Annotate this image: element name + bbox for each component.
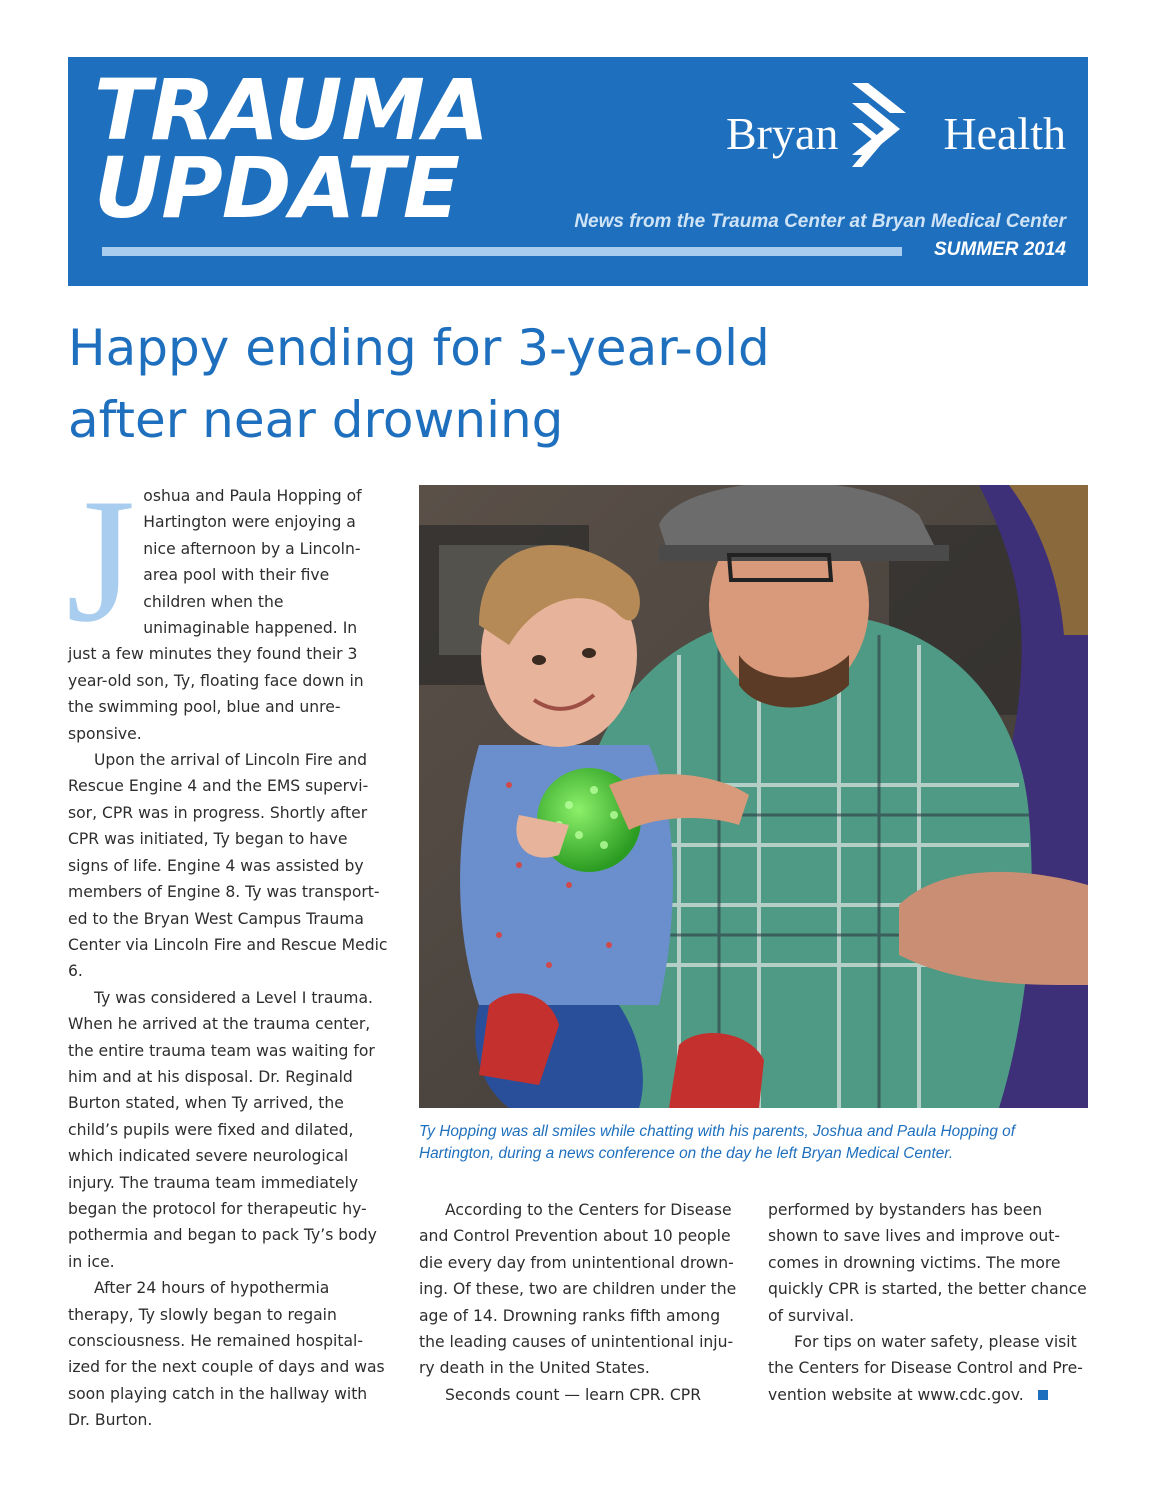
logo-word-bryan: Bryan [726,108,839,159]
article-headline [68,312,968,456]
issue-date: SUMMER 2014 [934,239,1066,260]
chevron-logo-icon [848,83,910,167]
title-line-2: UPDATE [94,139,460,237]
article-paragraph: Upon the arrival of Lincoln Fire and Rescue Engine 4 and the EMS supervi-sor, CPR was in progress. Shortly after CPR was initiated, Ty began to have signs of life. Engine 4 was assisted by members of Engine 8. Ty was transport-ed to the Bryan West Campus Trauma Center via Lincoln Fire and Rescue Medic 6. [68,751,388,981]
masthead [68,57,1088,286]
article-column-middle [419,1197,741,1408]
article-paragraph [768,1329,1090,1408]
article-column-right [768,1197,1090,1408]
drop-cap: J [66,461,136,659]
closing-text: For tips on water safety, please visit the Centers for Disease Control and Pre-vention website at www.cdc.gov. [768,1333,1083,1404]
headline-line-2: after near drowning [68,391,564,449]
headline-line-1: Happy ending for 3-year-old [68,319,770,377]
title-line-1: TRAUMA [94,61,489,159]
photo-caption: Ty Hopping was all smiles while chatting with his parents, Joshua and Paula Hopping of Hartington, during a news conference on the day he left Bryan Medical Center. [419,1123,1015,1162]
article-column-left [66,461,388,1434]
article-paragraph: Seconds count — learn CPR. CPR [445,1385,702,1404]
tagline: News from the Trauma Center at Bryan Medical Center [574,211,1066,232]
bryan-health-logo [726,83,1066,173]
family-photo-illustration [419,485,1088,1108]
article-paragraph: Ty was considered a Level I trauma. When he arrived at the trauma center, the entire trauma team was waiting for him and at his disposal. Dr. Reginald Burton stated, when Ty arrived, the child’s pupils were fixed and dilated, which indicated severe neurological injury. The trauma team immediately began the protocol for therapeutic hy-pothermia and began to pack Ty’s body in ice. [68,988,377,1271]
end-of-article-icon [1038,1390,1048,1400]
newsletter-title [94,61,489,237]
article-paragraph: After 24 hours of hypothermia therapy, Ty slowly began to regain consciousness. He remained hospital-ized for the next couple of days and was soon playing catch in the hallway with Dr. Burton. [68,1279,385,1430]
article-paragraph: oshua and Paula Hopping of Hartington were enjoying a nice afternoon by a Lincoln-area pool with their five children when the unimaginable happened. In just a few minutes they found their 3 year-old son, Ty, floating face down in the swimming pool, blue and unre-sponsive. [68,487,364,743]
article-paragraph: performed by bystanders has been shown to save lives and improve out-comes in drowning victims. The more quickly CPR is started, the better chance of survival. [768,1201,1087,1325]
masthead-rule [102,247,902,256]
article-photo [419,485,1088,1108]
article-paragraph: According to the Centers for Disease and Control Prevention about 10 people die every day from unintentional drown-ing. Of these, two are children under the age of 14. Drowning ranks fifth among the leading causes of unintentional inju-ry death in the United States. [419,1201,737,1378]
logo-word-health: Health [943,108,1066,159]
